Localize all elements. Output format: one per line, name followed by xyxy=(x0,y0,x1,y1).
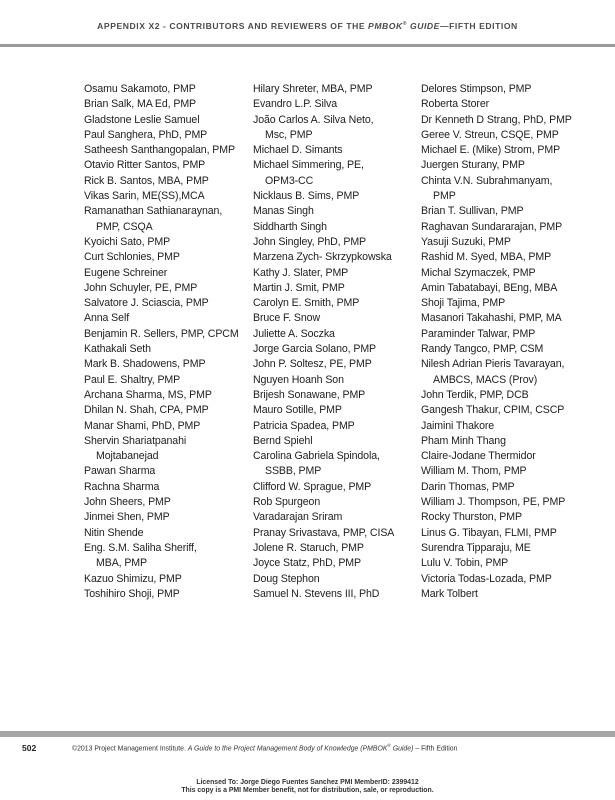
contributor-entry xyxy=(253,419,428,434)
contributor-entry xyxy=(84,296,259,311)
contributor-entry xyxy=(253,311,428,326)
copyright-notice xyxy=(72,743,457,752)
contributor-name: Brian Salk, MA Ed, PMP xyxy=(84,98,197,111)
contributor-name: Pranay Srivastava, PMP, CISA xyxy=(253,526,395,539)
contributor-entry xyxy=(421,510,596,525)
contributor-entry xyxy=(421,388,596,403)
contributor-entry xyxy=(421,327,596,342)
contributor-entry xyxy=(84,158,259,173)
contributor-name: Eng. S.M. Saliha Sheriff, xyxy=(84,541,197,554)
contributor-name: Carolina Gabriela Spindola, xyxy=(253,450,380,463)
contributor-entry xyxy=(84,587,259,602)
contributor-entry xyxy=(253,526,428,541)
contributor-entry xyxy=(253,250,428,265)
contributor-name: Eugene Schreiner xyxy=(84,266,168,279)
contributor-entry xyxy=(421,449,596,464)
contributor-entry xyxy=(84,266,259,281)
contributor-entry xyxy=(253,189,428,204)
contributor-entry xyxy=(84,97,259,112)
page-header xyxy=(0,0,615,48)
contributor-entry xyxy=(253,510,428,525)
contributor-name: Chinta V.N. Subrahmanyam, xyxy=(421,174,553,187)
contributor-entry xyxy=(421,556,596,571)
contributor-entry xyxy=(84,434,259,465)
contributor-entry xyxy=(253,266,428,281)
contributor-entry xyxy=(84,373,259,388)
contributor-name: Paul Sanghera, PhD, PMP xyxy=(84,128,208,141)
contributor-name: Paraminder Talwar, PMP xyxy=(421,327,536,340)
contributor-entry xyxy=(253,388,428,403)
contributor-name: Yasuji Suzuki, PMP xyxy=(421,235,511,248)
contributor-entry xyxy=(253,296,428,311)
copyright-prefix: ©2013 Project Management Institute. xyxy=(72,745,188,753)
contributor-entry xyxy=(421,541,596,556)
contributor-entry xyxy=(84,189,259,204)
contributor-name: Rick B. Santos, MBA, PMP xyxy=(84,174,209,187)
contributor-name: Otavio Ritter Santos, PMP xyxy=(84,159,206,172)
contributor-name: John Schuyler, PE, PMP xyxy=(84,281,198,294)
contributor-entry xyxy=(84,113,259,128)
contributor-entry xyxy=(84,204,259,235)
contributor-name: Mauro Sotille, PMP xyxy=(253,404,342,417)
contributor-entry xyxy=(253,97,428,112)
contributor-name: Jinmei Shen, PMP xyxy=(84,511,170,524)
contributor-name: Ramanathan Sathianaraynan, xyxy=(84,205,223,218)
contributor-name: Archana Sharma, MS, PMP xyxy=(84,388,212,401)
contributor-entry xyxy=(421,250,596,265)
contributor-name: Surendra Tipparaju, ME xyxy=(421,541,531,554)
contributor-entry xyxy=(253,204,428,219)
contributor-name: John Singley, PhD, PMP xyxy=(253,235,367,248)
contributor-name: Martin J. Smit, PMP xyxy=(253,281,345,294)
contributor-entry xyxy=(253,434,428,449)
contributor-entry xyxy=(253,357,428,372)
contributor-entry xyxy=(253,113,428,144)
contributor-name: Brian T. Sullivan, PMP xyxy=(421,205,524,218)
license-line-2: This copy is a PMI Member benefit, not for distribution, sale, or reproduction. xyxy=(181,787,434,794)
contributor-entry xyxy=(421,158,596,173)
contributor-name: Manas Singh xyxy=(253,205,314,218)
contributor-name: Hilary Shreter, MBA, PMP xyxy=(253,83,373,95)
contributor-name: Samuel N. Stevens III, PhD xyxy=(253,587,380,600)
contributor-entry xyxy=(421,204,596,219)
contributor-credentials: SSBB, PMP xyxy=(265,465,322,478)
contributor-name: William J. Thompson, PE, PMP xyxy=(421,496,566,509)
contributor-entry xyxy=(253,158,428,189)
contributor-entry xyxy=(84,464,259,479)
contributor-entry xyxy=(84,572,259,587)
contributor-name: Osamu Sakamoto, PMP xyxy=(84,83,196,95)
contributor-name: Evandro L.P. Silva xyxy=(253,98,337,111)
contributor-name: Kathy J. Slater, PMP xyxy=(253,266,349,279)
contributor-entry xyxy=(253,587,428,602)
contributor-entry xyxy=(253,572,428,587)
contributor-entry xyxy=(421,113,596,128)
contributor-name: Dhilan N. Shah, CPA, PMP xyxy=(84,404,209,417)
contributor-entry xyxy=(253,556,428,571)
contributor-name: Gangesh Thakur, CPIM, CSCP xyxy=(421,404,565,417)
contributor-name: Shervin Shariatpanahi xyxy=(84,434,187,447)
contributor-name: Rocky Thurston, PMP xyxy=(421,511,522,524)
contributor-entry xyxy=(84,128,259,143)
contributor-entry xyxy=(84,174,259,189)
contributor-entry xyxy=(421,281,596,296)
contributor-entry xyxy=(421,220,596,235)
contributor-credentials: Mojtabanejad xyxy=(96,450,159,463)
contributor-name: William M. Thom, PMP xyxy=(421,465,527,478)
contributor-name: Gladstone Leslie Samuel xyxy=(84,113,200,126)
contributor-name: Benjamin R. Sellers, PMP, CPCM xyxy=(84,327,239,340)
contributor-name: Jolene R. Staruch, PMP xyxy=(253,541,364,554)
header-prefix: APPENDIX X2 - CONTRIBUTORS AND REVIEWERS OF THE xyxy=(97,21,369,31)
contributor-entry xyxy=(253,403,428,418)
contributor-name: John Sheers, PMP xyxy=(84,496,171,509)
contributor-entry xyxy=(421,235,596,250)
contributor-name: Nicklaus B. Sims, PMP xyxy=(253,190,360,203)
license-line-1: Licensed To: Jorge Diego Fuentes Sanchez PMI MemberID: 2399412 xyxy=(196,779,419,786)
header-registered-mark: ® xyxy=(402,21,408,28)
contributor-name: Claire-Jodane Thermidor xyxy=(421,450,536,463)
contributor-entry xyxy=(421,311,596,326)
contributor-credentials: Msc, PMP xyxy=(265,128,313,141)
contributor-entry xyxy=(421,587,596,602)
contributor-name: Nitin Shende xyxy=(84,526,144,539)
contributor-entry xyxy=(253,480,428,495)
contributor-entry xyxy=(421,572,596,587)
contributor-entry xyxy=(84,327,259,342)
header-title xyxy=(0,21,615,31)
contributor-entry xyxy=(84,403,259,418)
contributor-entry xyxy=(84,357,259,372)
contributor-entry xyxy=(421,266,596,281)
contributor-entry xyxy=(421,403,596,418)
contributors-column-2 xyxy=(253,82,428,602)
contributors-column-3 xyxy=(421,82,596,602)
header-rule xyxy=(0,44,615,47)
contributor-name: Joyce Statz, PhD, PMP xyxy=(253,557,361,570)
contributor-name: Juergen Sturany, PMP xyxy=(421,159,525,172)
contributor-name: Michael Simmering, PE, xyxy=(253,159,364,172)
contributor-name: Roberta Storer xyxy=(421,98,490,111)
contributor-entry xyxy=(421,342,596,357)
contributor-entry xyxy=(84,281,259,296)
contributor-entry xyxy=(421,480,596,495)
contributor-name: Bernd Spiehl xyxy=(253,434,313,447)
contributor-name: Bruce F. Snow xyxy=(253,312,321,325)
contributor-name: Masanori Takahashi, PMP, MA xyxy=(421,312,562,325)
contributor-entry xyxy=(421,357,596,388)
contributor-name: Mark B. Shadowens, PMP xyxy=(84,358,206,371)
contributor-name: Juliette A. Soczka xyxy=(253,327,335,340)
contributors-column-1 xyxy=(84,82,259,602)
contributor-name: Delores Stimpson, PMP xyxy=(421,83,532,95)
contributor-entry xyxy=(253,449,428,480)
copyright-suffix: – Fifth Edition xyxy=(413,745,458,753)
contributor-name: Kathakali Seth xyxy=(84,343,151,356)
contributor-entry xyxy=(84,480,259,495)
contributor-name: Linus G. Tibayan, FLMI, PMP xyxy=(421,526,557,539)
contributor-entry xyxy=(84,541,259,572)
contributor-entry xyxy=(84,250,259,265)
contributor-entry xyxy=(84,510,259,525)
contributor-name: Clifford W. Sprague, PMP xyxy=(253,480,372,493)
contributor-name: John P. Soltesz, PE, PMP xyxy=(253,358,372,371)
contributor-name: Curt Schlonies, PMP xyxy=(84,251,180,264)
contributor-credentials: MBA, PMP xyxy=(96,557,147,570)
contributor-name: Rachna Sharma xyxy=(84,480,160,493)
contributor-name: Toshihiro Shoji, PMP xyxy=(84,587,180,600)
contributor-name: Nilesh Adrian Pieris Tavarayan, xyxy=(421,358,565,371)
contributor-name: Anna Self xyxy=(84,312,130,325)
contributor-name: Vikas Sarin, ME(SS),MCA xyxy=(84,190,205,203)
contributor-entry xyxy=(253,342,428,357)
contributor-entry xyxy=(421,97,596,112)
copyright-title-end: Guide) xyxy=(390,745,414,753)
contributor-entry xyxy=(253,541,428,556)
contributor-name: Varadarajan Sriram xyxy=(253,511,343,524)
contributor-name: Paul E. Shaltry, PMP xyxy=(84,373,181,386)
contributor-credentials: AMBCS, MACS (Prov) xyxy=(433,373,538,386)
contributor-entry xyxy=(84,342,259,357)
contributor-name: Raghavan Sundararajan, PMP xyxy=(421,220,563,233)
contributor-name: Pham Minh Thang xyxy=(421,434,506,447)
contributor-name: John Terdik, PMP, DCB xyxy=(421,388,529,401)
header-guide: GUIDE xyxy=(407,21,440,31)
contributor-entry xyxy=(421,495,596,510)
contributor-name: Kazuo Shimizu, PMP xyxy=(84,572,182,585)
copyright-registered-mark: ® xyxy=(387,743,391,748)
contributor-entry xyxy=(84,82,259,97)
contributor-entry xyxy=(421,128,596,143)
contributor-name: Nguyen Hoanh Son xyxy=(253,373,344,386)
contributor-entry xyxy=(253,281,428,296)
contributor-name: Brijesh Sonawane, PMP xyxy=(253,388,366,401)
copyright-title: A Guide to the Project Management Body of Knowledge (PMBOK xyxy=(187,745,388,753)
contributor-name: Michael D. Simants xyxy=(253,144,343,157)
contributor-entry xyxy=(253,495,428,510)
contributor-name: João Carlos A. Silva Neto, xyxy=(253,113,374,126)
contributor-entry xyxy=(84,235,259,250)
contributor-entry xyxy=(421,464,596,479)
contributor-credentials: PMP, CSQA xyxy=(96,220,153,233)
contributor-name: Michal Szymaczek, PMP xyxy=(421,266,536,279)
contributor-entry xyxy=(84,495,259,510)
contributor-entry xyxy=(421,174,596,205)
contributor-name: Marzena Zych- Skrzypkowska xyxy=(253,251,392,264)
contributor-name: Rashid M. Syed, MBA, PMP xyxy=(421,251,552,264)
contributor-entry xyxy=(421,434,596,449)
contributor-entry xyxy=(253,82,428,97)
contributor-entry xyxy=(253,373,428,388)
contributor-name: Dr Kenneth D Strang, PhD, PMP xyxy=(421,113,572,126)
page-number: 502 xyxy=(22,743,37,753)
contributor-name: Doug Stephon xyxy=(253,572,320,585)
contributor-entry xyxy=(84,311,259,326)
contributor-name: Darin Thomas, PMP xyxy=(421,480,515,493)
contributor-name: Amin Tabatabayi, BEng, MBA xyxy=(421,281,558,294)
contributor-entry xyxy=(84,143,259,158)
contributor-name: Siddharth Singh xyxy=(253,220,327,233)
contributor-entry xyxy=(421,143,596,158)
contributor-entry xyxy=(84,526,259,541)
contributor-name: Satheesh Santhangopalan, PMP xyxy=(84,144,235,157)
contributor-name: Patricia Spadea, PMP xyxy=(253,419,355,432)
footer-rule xyxy=(0,731,615,737)
contributor-name: Michael E. (Mike) Strom, PMP xyxy=(421,144,561,157)
contributor-entry xyxy=(253,143,428,158)
contributor-name: Jorge Garcia Solano, PMP xyxy=(253,343,377,356)
contributor-name: Manar Shami, PhD, PMP xyxy=(84,419,201,432)
contributor-name: Victoria Todas-Lozada, PMP xyxy=(421,572,552,585)
contributor-entry xyxy=(421,526,596,541)
contributor-entry xyxy=(421,82,596,97)
header-pmbok: PMBOK xyxy=(368,21,403,31)
contributor-name: Geree V. Streun, CSQE, PMP xyxy=(421,128,559,141)
contributor-name: Kyoichi Sato, PMP xyxy=(84,235,171,248)
contributor-entry xyxy=(84,388,259,403)
contributor-name: Shoji Tajima, PMP xyxy=(421,297,506,310)
contributor-name: Jaimini Thakore xyxy=(421,419,495,432)
contributor-entry xyxy=(253,235,428,250)
contributor-name: Lulu V. Tobin, PMP xyxy=(421,557,509,570)
contributor-name: Salvatore J. Sciascia, PMP xyxy=(84,297,209,310)
contributor-entry xyxy=(253,327,428,342)
contributor-entry xyxy=(421,419,596,434)
contributor-credentials: PMP xyxy=(433,190,456,203)
contributor-entry xyxy=(421,296,596,311)
contributor-name: Mark Tolbert xyxy=(421,587,478,600)
contributor-name: Rob Spurgeon xyxy=(253,496,321,509)
contributor-credentials: OPM3-CC xyxy=(265,174,314,187)
contributor-name: Pawan Sharma xyxy=(84,465,156,478)
contributor-name: Carolyn E. Smith, PMP xyxy=(253,297,360,310)
contributor-entry xyxy=(253,220,428,235)
contributor-entry xyxy=(84,419,259,434)
contributor-name: Randy Tangco, PMP, CSM xyxy=(421,343,544,356)
header-suffix: —FIFTH EDITION xyxy=(439,21,518,31)
